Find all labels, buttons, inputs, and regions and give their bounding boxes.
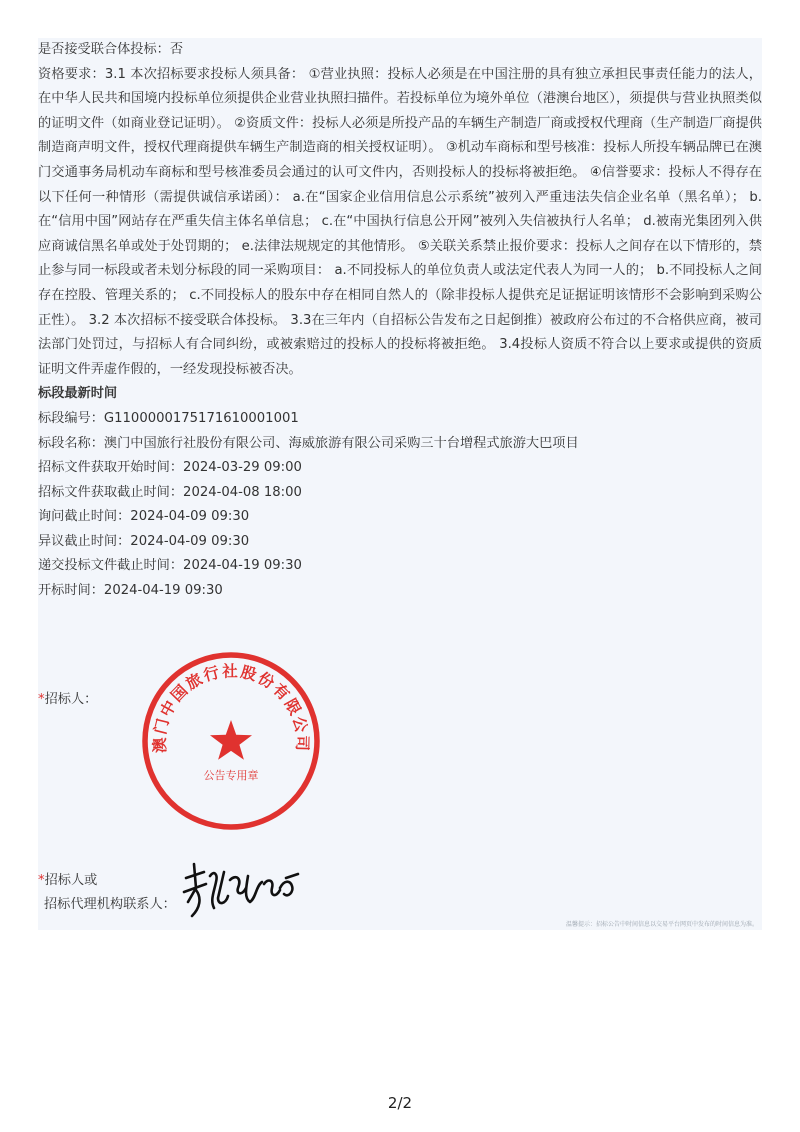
field-objection-deadline: 异议截止时间：2024-04-09 09:30 [38,533,250,549]
field-doc-start-time: 招标文件获取开始时间：2024-03-29 09:00 [38,460,302,476]
field-opening-time: 开标时间：2024-04-19 09:30 [38,583,223,599]
tenderer-label [38,690,97,710]
field-doc-end-time: 招标文件获取截止时间：2024-04-08 18:00 [38,484,302,500]
field-inquiry-deadline: 询问截止时间：2024-04-09 09:30 [38,509,250,525]
timing-notice: 温馨提示：招标公告中时间信息以交易平台网页中发布的时间信息为准。 [565,921,758,928]
section-title: 标段最新时间 [38,386,118,402]
contact-label-text-1: 招标人或 [44,873,98,888]
contact-label-line-1 [38,871,97,891]
contact-label-line-2: 招标代理机构联系人： [44,897,176,912]
contact-signature [180,858,304,922]
required-mark-2: * [38,873,45,888]
tender-content [38,38,762,604]
page-number: 2/2 [387,1094,413,1112]
seal-subtitle: 公告专用章 [203,769,259,782]
seal-org-name: 澳门中国旅行社股份有限公司 [150,662,312,754]
seal-graphic [138,648,324,834]
seal-star-icon [210,720,252,760]
field-submission-deadline: 递交投标文件截止时间：2024-04-19 09:30 [38,558,302,574]
field-section-name: 标段名称：澳门中国旅行社股份有限公司、海威旅游有限公司采购三十台增程式旅游大巴项目 [38,435,579,451]
tenderer-label-text: 招标人： [44,692,98,707]
official-seal [138,648,324,834]
signature-image [180,858,304,922]
qualification-requirements: 资格要求：3.1 本次招标要求投标人须具备： ①营业执照：投标人必须是在中国注册的具有独立承担民事责任能力的法人，在中华人民共和国境内投标单位须提供企业营业执照扫描件。若投标单位为境外单位（港澳台地区），须提供与营业执照类似的证明文件（如商业登记证明）。 ②资质文件：投标人必须是所投产品的车辆生产制造厂商或授权代理商（生产制造厂商提供制造商声明文件，授权代理商提供车辆生产制造商的相关授权证明）。 ③机动车商标和型号核准：投标人所投车辆品牌已在澳门交通事务局机动车商标和型号核准委员会通过的认可文件内，否则投标人的投标将被拒绝。 ④信誉要求：投标人不得存在以下任何一种情形（需提供诚信承诺函）： a.在“国家企业信用信息公示系统”被列入严重违法失信企业名单（黑名单）； b.在“信用中国”网站存在严重失信主体名单信息； c.在“中国执行信息公开网”被列入失信被执行人名单； d.被南光集团列入供应商诚信黑名单或处于处罚期的； e.法律法规规定的其他情形。 ⑤关联关系禁止报价要求：投标人之间存在以下情形的，禁止参与同一标段或者未划分标段的同一采购项目： a.不同投标人的单位负责人或法定代表人为同一人的； b.不同投标人之间存在控股、管理关系的； c.不同投标人的股东中存在相同自然人的（除非投标人提供充足证据证明该情形不会影响到采购公正性）。 3.2 本次招标不接受联合体投标。 3.3在三年内（自招标公告发布之日起倒推）被政府公布过的不合格供应商，被司法部门处罚过，与招标人有合同纠纷，或被索赔过的投标人的投标将被拒绝。 3.4投标人资质不符合以上要求或提供的资质证明文件弄虚作假的，一经发现投标被否决。 [38,66,762,377]
required-mark: * [38,692,45,707]
consortium-line: 是否接受联合体投标：否 [38,42,184,57]
field-section-number: 标段编号：G1100000175171610001001 [38,410,299,426]
